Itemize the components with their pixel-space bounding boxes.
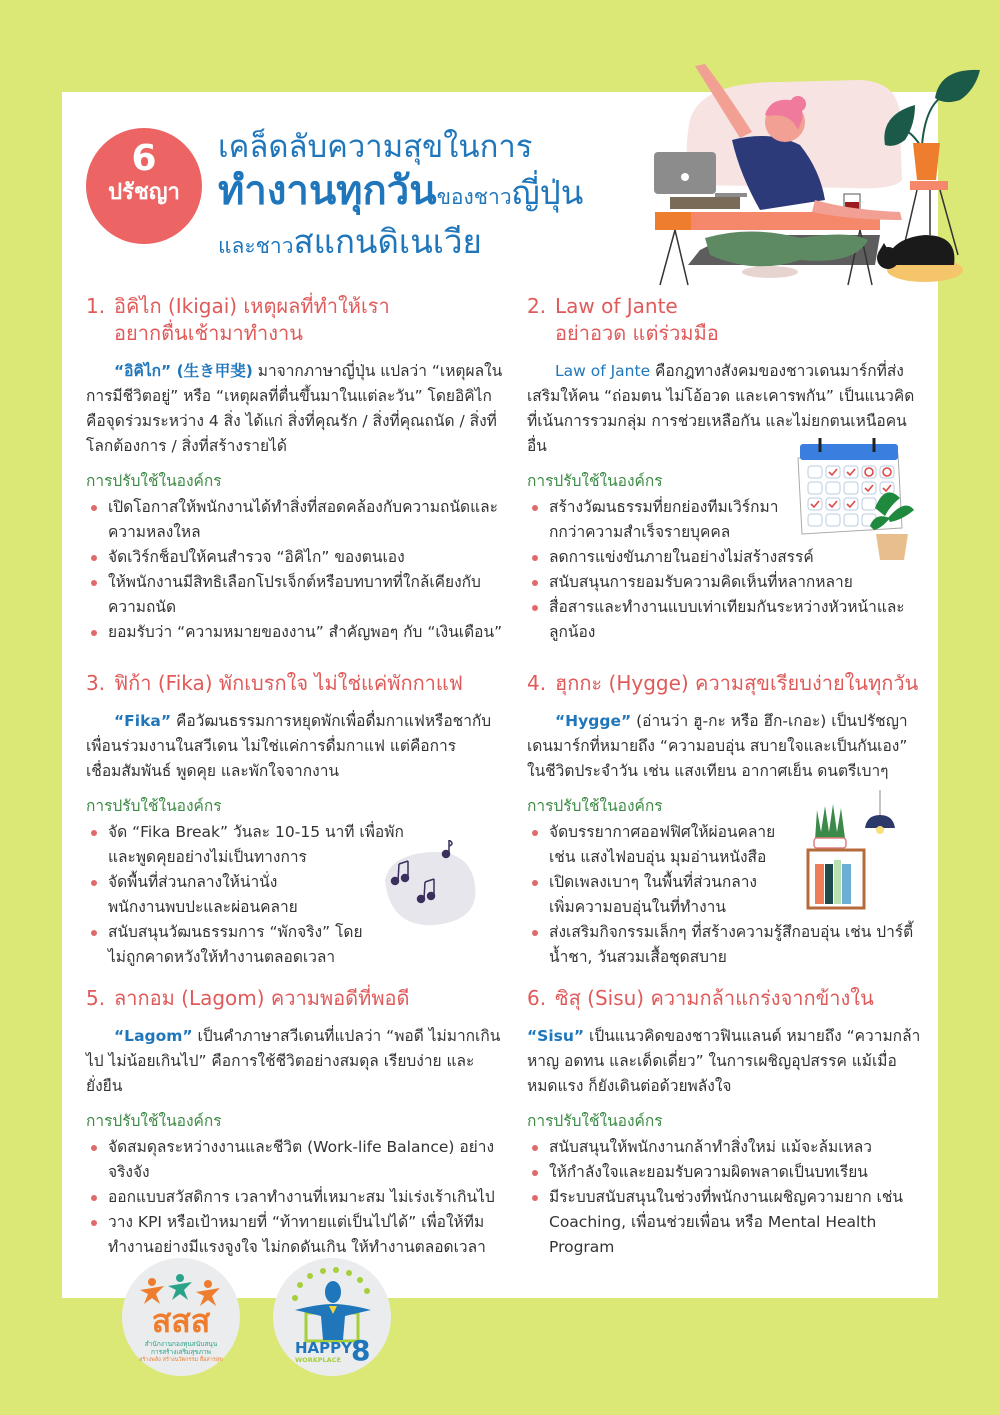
title-line-1: เคล็ดลับความสุขในการ xyxy=(218,129,533,165)
bookshelf-lamp-icon xyxy=(805,790,905,910)
logo-mark: สสส xyxy=(151,1302,211,1340)
logo-word-happy: HAPPY xyxy=(295,1339,353,1357)
list-item: ส่งเสริมกิจกรรมเล็กๆ ที่สร้างความรู้สึกอบอุ่น เช่น ปาร์ตี้น้ำชา, วันสวมเสื้อชุดสบาย xyxy=(527,920,927,970)
section-number: 1. xyxy=(86,294,106,318)
bullet-list xyxy=(86,495,506,645)
badge-label: ปรัชญา xyxy=(108,180,180,205)
section-heading: ซิสุ (Sisu) ความกล้าแกร่งจากข้างใน xyxy=(555,986,874,1010)
description-text: มาจากภาษาญี่ปุ่น แปลว่า “เหตุผลในการมีชีวิตอยู่” หรือ “เหตุผลที่ตื่นขึ้นมาในแต่ละวัน” โดยอิคิไกคือจุดร่วมระหว่าง 4 สิ่ง ได้แก่ สิ่งที่คุณรัก / สิ่งที่คุณถนัด / สิ่งที่โลกต้องการ / สิ่งที่สร้างรายได้ xyxy=(86,362,503,455)
logo-line-2: การสร้างเสริมสุขภาพ xyxy=(151,1348,211,1356)
title-line-2 xyxy=(218,168,583,222)
section-description xyxy=(86,709,506,784)
section-heading: ฟิก้า (Fika) พักเบรกใจ ไม่ใช่แค่พักกาแฟ xyxy=(114,671,463,695)
list-item: ให้กำลังใจและยอมรับความผิดพลาดเป็นบทเรียน xyxy=(527,1160,922,1185)
list-item: เปิดเพลงเบาๆ ในพื้นที่ส่วนกลาง เพิ่มความอบอุ่นในที่ทำงาน xyxy=(527,870,927,920)
section-lagom xyxy=(86,985,506,1260)
page-title xyxy=(218,126,583,268)
list-item: สนับสนุนให้พนักงานกล้าทำสิ่งใหม่ แม้จะล้มเหลว xyxy=(527,1135,922,1160)
section-title xyxy=(86,293,506,347)
description-text: เป็นแนวคิดของชาวฟินแลนด์ หมายถึง “ความกล้าหาญ อดทน และเด็ดเดี่ยว” ในการเผชิญอุปสรรค แม้เมื่อหมดแรง ก็ยังเดินต่อด้วยพลังใจ xyxy=(527,1027,921,1095)
logo-word-workplace: WORKPLACE xyxy=(295,1356,341,1364)
apply-heading: การปรับใช้ในองค์กร xyxy=(527,1112,663,1130)
list-item: สื่อสารและทำงานแบบเท่าเทียมกันระหว่างหัวหน้าและลูกน้อง xyxy=(527,595,922,645)
list-item: จัดเวิร์กช็อปให้คนสำรวจ “อิคิไก” ของตนเอง xyxy=(86,545,506,570)
section-title xyxy=(86,985,506,1012)
list-item: เปิดโอกาสให้พนักงานได้ทำสิ่งที่สอดคล้องกับความถนัดและความหลงใหล xyxy=(86,495,506,545)
section-number: 2. xyxy=(527,294,547,318)
list-item: ออกแบบสวัสดิการ เวลาทำงานที่เหมาะสม ไม่เร่งเร้าเกินไป xyxy=(86,1185,506,1210)
section-title xyxy=(86,670,506,697)
section-sisu xyxy=(527,985,922,1260)
thaihealth-logo xyxy=(122,1258,240,1376)
section-title xyxy=(527,670,927,697)
section-heading: Law of Jante xyxy=(555,294,678,318)
keyword: “อิคิไก” (生き甲斐) xyxy=(114,362,253,380)
list-item: ยอมรับว่า “ความหมายของงาน” สำคัญพอๆ กับ “เงินเดือน” xyxy=(86,620,506,645)
list-item: มีระบบสนับสนุนในช่วงที่พนักงานเผชิญความยาก เช่น Coaching, เพื่อนช่วยเพื่อน หรือ Mental Health Program xyxy=(527,1185,922,1260)
description-text: คือกฎทางสังคมของชาวเดนมาร์กที่ส่งเสริมให้คน “ถ่อมตน ไม่โอ้อวด และเคารพกัน” เป็นแนวคิดที่เน้นการรวมกลุ่ม การช่วยเหลือกัน และไม่ยกตนเหนือคนอื่น xyxy=(527,362,915,455)
list-item: สนับสนุนวัฒนธรรมการ “พักจริง” โดยไม่ถูกคาดหวังให้ทำงานตลอดเวลา xyxy=(86,920,506,970)
section-subheading: อย่าอวด แต่ร่วมมือ xyxy=(555,321,719,345)
section-description xyxy=(86,359,506,459)
section-subheading: อยากตื่นเช้ามาทำงาน xyxy=(114,321,303,345)
title-scandinavia: สแกนดิเนเวีย xyxy=(293,222,482,261)
section-ikigai xyxy=(86,293,506,645)
list-item: จัดบรรยากาศออฟฟิศให้ผ่อนคลาย เช่น แสงไฟอบอุ่น มุมอ่านหนังสือ xyxy=(527,820,927,870)
title-small: และชาว xyxy=(218,234,294,258)
list-item: ให้พนักงานมีสิทธิเลือกโปรเจ็กต์หรือบทบาทที่ใกล้เคียงกับความถนัด xyxy=(86,570,506,620)
logo-line-1: สำนักงานกองทุนสนับสนุน xyxy=(144,1340,218,1348)
title-line-3 xyxy=(218,222,583,268)
keyword: “Lagom” xyxy=(114,1027,193,1045)
list-item: จัดพื้นที่ส่วนกลางให้น่านั่งพนักงานพบปะและผ่อนคลาย xyxy=(86,870,506,920)
section-description xyxy=(527,1024,922,1099)
title-japan: ญี่ปุ่น xyxy=(511,173,584,212)
bullet-list xyxy=(86,1135,506,1260)
section-title xyxy=(527,985,922,1012)
list-item: ลดการแข่งขันภายในอย่างไม่สร้างสรรค์ xyxy=(527,545,922,570)
apply-heading: การปรับใช้ในองค์กร xyxy=(527,472,663,490)
list-item: สร้างวัฒนธรรมที่ยกย่องทีมเวิร์กมากกว่าความสำเร็จรายบุคคล xyxy=(527,495,922,545)
apply-heading: การปรับใช้ในองค์กร xyxy=(527,797,663,815)
bullet-list xyxy=(527,1135,922,1260)
list-item: สนับสนุนการยอมรับความคิดเห็นที่หลากหลาย xyxy=(527,570,922,595)
hero-illustration-woman-desk xyxy=(640,60,1000,290)
apply-heading: การปรับใช้ในองค์กร xyxy=(86,472,222,490)
badge-number: 6 xyxy=(131,138,157,179)
philosophy-count-badge xyxy=(86,128,202,244)
keyword: Law of Jante xyxy=(555,362,651,380)
section-number: 4. xyxy=(527,671,547,695)
logo-number: 8 xyxy=(351,1334,371,1367)
section-description xyxy=(527,709,927,784)
keyword: “Hygge” xyxy=(555,712,632,730)
logo-line-3: สร้างพลัง สร้างนวัตกรรม สื่อสารสุข xyxy=(139,1357,223,1363)
section-number: 3. xyxy=(86,671,106,695)
description-text: คือวัฒนธรรมการหยุดพักเพื่อดื่มกาแฟหรือชากับเพื่อนร่วมงานในสวีเดน ไม่ใช่แค่การดื่มกาแฟ แต่คือการเชื่อมสัมพันธ์ พูดคุย และพักใจจากงาน xyxy=(86,712,492,780)
section-heading: อิคิไก (Ikigai) เหตุผลที่ทำให้เรา xyxy=(114,294,390,318)
list-item: จัดสมดุลระหว่างงานและชีวิต (Work-life Balance) อย่างจริงจัง xyxy=(86,1135,506,1185)
section-number: 6. xyxy=(527,986,547,1010)
description-text: (อ่านว่า ฮู-กะ หรือ ฮึก-เกอะ) เป็นปรัชญาเดนมาร์กที่หมายถึง “ความอบอุ่น สบายใจและเป็นกันเอง” ในชีวิตประจำวัน เช่น แสงเทียน อากาศเย็น ดนตรีเบาๆ xyxy=(527,712,908,780)
apply-heading: การปรับใช้ในองค์กร xyxy=(86,1112,222,1130)
section-description xyxy=(86,1024,506,1099)
title-emphasis: ทำงานทุกวัน xyxy=(218,168,437,214)
section-heading: ฮุกกะ (Hygge) ความสุขเรียบง่ายในทุกวัน xyxy=(555,671,919,695)
list-item: จัด “Fika Break” วันละ 10-15 นาที เพื่อพักและพูดคุยอย่างไม่เป็นทางการ xyxy=(86,820,506,870)
section-number: 5. xyxy=(86,986,106,1010)
apply-heading: การปรับใช้ในองค์กร xyxy=(86,797,222,815)
title-small: ของชาว xyxy=(436,185,512,209)
description-text: เป็นคำภาษาสวีเดนที่แปลว่า “พอดี ไม่มากเกินไป ไม่น้อยเกินไป” คือการใช้ชีวิตอย่างสมดุล เรียบง่าย และยั่งยืน xyxy=(86,1027,501,1095)
section-heading: ลากอม (Lagom) ความพอดีที่พอดี xyxy=(114,986,410,1010)
keyword: “Fika” xyxy=(114,712,172,730)
keyword: “Sisu” xyxy=(527,1027,585,1045)
calendar-plant-icon xyxy=(790,438,915,563)
section-title xyxy=(527,293,922,347)
list-item: วาง KPI หรือเป้าหมายที่ “ท้าทายแต่เป็นไปได้” เพื่อให้ทีมทำงานอย่างมีแรงจูงใจ ไม่กดดันเกิน ให้ทำงานตลอดเวลา xyxy=(86,1210,506,1260)
happy-workplace-logo xyxy=(273,1258,391,1376)
music-notes-icon xyxy=(375,840,485,930)
